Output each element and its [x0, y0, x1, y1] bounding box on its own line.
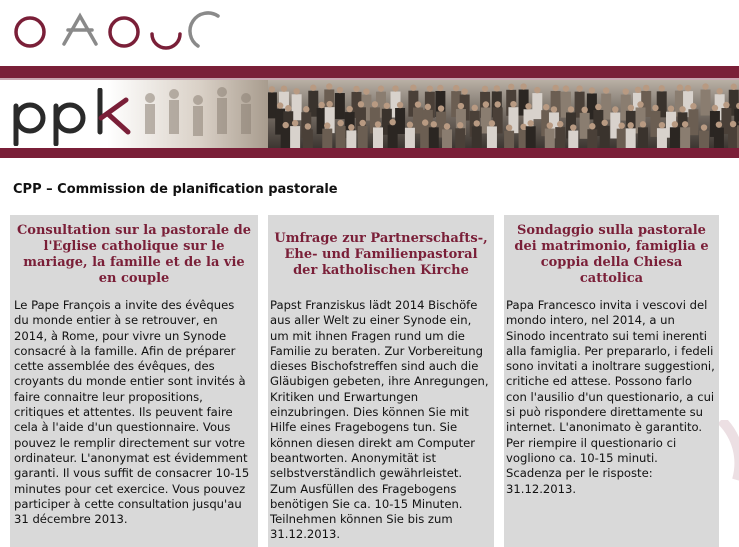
- faint-crowd-image: [130, 80, 268, 148]
- column-body-french: Le Pape François a invite des évêques du monde entier à se retrouver, en 2014, à Rome, pour vivre un Synode consacré à la famille. Afin de préparer cette assemblée des évêques, des croyants du monde entier sont invités à faire connaitre leur propositions, critiques et attentes. Ils peuvent faire cela à l'aide d'un questionnaire. Vous pouvez le remplir directement sur votre ordinateur. L'anonymat est évidemment garanti. Il vous suffit de consacrer 10-15 minutes pour cet exercice. Vous pouvez participer à cette consultation jusqu'au 31 décembre 2013.: [14, 298, 250, 527]
- column-german: [268, 215, 494, 547]
- crowd-photo-image: [268, 80, 739, 148]
- ppk-logo-icon: [8, 88, 138, 146]
- banner-logo-panel: [0, 80, 268, 148]
- column-body-german: Papst Franziskus lädt 2014 Bischöfe aus aller Welt zu einer Synode ein, um mit ihnen Fragen rund um die Familie zu beraten. Zur Vorbereitung dieses Bischofstreffen sind auch die Gläubigen gebeten, ihre Anregungen, Kritiken und Erwartungen einzubringen. Dies können Sie mit Hilfe eines Fragebogens tun. Sie können diesen direkt am Computer beantworten. Anonymität ist selbstverständlich gewährleistet. Zum Ausfüllen des Fragebogens benötigen Sie ca. 10-15 Minuten. Teilnehmen können Sie bis zum 31.12.2013.: [270, 298, 489, 542]
- banner-bottom-band: [0, 148, 739, 158]
- column-heading-french[interactable]: Consultation sur la pastorale de l'Eglise catholique sur le mariage, la famille et de la vie en couple: [16, 223, 252, 286]
- religious-symbols-logo-icon: [12, 8, 224, 52]
- page-title: CPP – Commission de planification pastorale: [13, 182, 338, 197]
- banner-top-band: [0, 66, 739, 78]
- column-french: [10, 215, 258, 547]
- column-heading-german[interactable]: Umfrage zur Partnerschafts-, Ehe- und Familienpastoral der katholischen Kirche: [274, 231, 488, 278]
- header-logo-strip: [0, 0, 739, 66]
- column-body-italian: Papa Francesco invita i vescovi del mondo intero, nel 2014, a un Sinodo incentrato sui temi inerenti alla famiglia. Per prepararlo, i fedeli sono invitati a inoltrare suggestioni, critiche ed attese. Possono farlo con l'ausilio d'un questionario, a cui si può rispondere direttamente su internet. L'anonimato è garantito. Per riempire il questionario ci vogliono ca. 10-15 minuti. Scadenza per le risposte: 31.12.2013.: [506, 298, 715, 496]
- column-italian: [504, 215, 719, 547]
- column-heading-italian[interactable]: Sondaggio sulla pastorale dei matrimonio, famiglia e coppia della Chiesa cattolica: [514, 223, 709, 286]
- decorative-arc-icon: [719, 420, 739, 547]
- crowd-photo-banner: [268, 80, 739, 148]
